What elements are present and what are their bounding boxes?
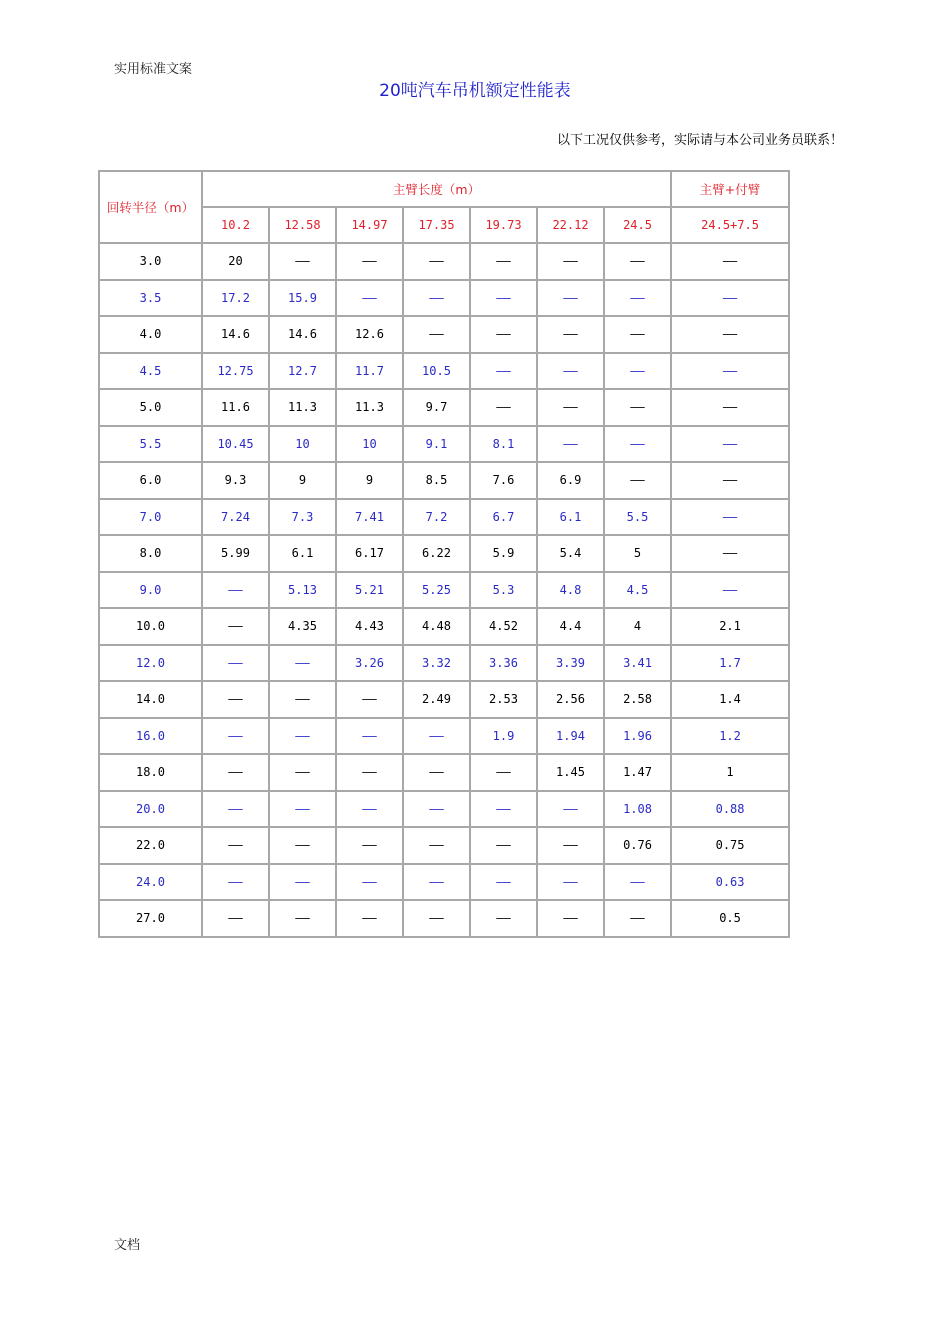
load-cell: 5.5 — [604, 499, 671, 536]
load-cell: 6.9 — [537, 462, 604, 499]
load-cell: 1 — [671, 754, 789, 791]
load-cell: 14.6 — [269, 316, 336, 353]
load-cell: —— — [671, 499, 789, 536]
load-cell: —— — [202, 681, 269, 718]
load-cell: —— — [604, 900, 671, 937]
load-cell: —— — [403, 791, 470, 828]
load-cell: —— — [537, 389, 604, 426]
load-cell: 1.96 — [604, 718, 671, 755]
load-cell: 17.2 — [202, 280, 269, 317]
load-cell: 7.41 — [336, 499, 403, 536]
table-row — [99, 499, 789, 536]
load-cell: —— — [202, 718, 269, 755]
load-cell: 9.7 — [403, 389, 470, 426]
load-cell: 15.9 — [269, 280, 336, 317]
load-cell: 0.63 — [671, 864, 789, 901]
load-cell: —— — [604, 462, 671, 499]
radius-cell: 24.0 — [99, 864, 202, 901]
radius-cell: 20.0 — [99, 791, 202, 828]
load-cell: 1.47 — [604, 754, 671, 791]
load-cell: —— — [604, 864, 671, 901]
load-cell: —— — [202, 645, 269, 682]
load-cell: 3.36 — [470, 645, 537, 682]
load-cell: —— — [269, 864, 336, 901]
radius-cell: 22.0 — [99, 827, 202, 864]
load-cell: 4.52 — [470, 608, 537, 645]
table-row — [99, 572, 789, 609]
load-cell: —— — [403, 900, 470, 937]
load-cell: 7.2 — [403, 499, 470, 536]
radius-cell: 6.0 — [99, 462, 202, 499]
load-cell: —— — [537, 243, 604, 280]
page-header-text: 实用标准文案 — [114, 62, 193, 77]
load-cell: —— — [537, 791, 604, 828]
load-cell: 0.5 — [671, 900, 789, 937]
page-footer-text: 文档 — [114, 1238, 141, 1253]
boom-length-cell: 17.35 — [403, 207, 470, 243]
load-cell: —— — [403, 316, 470, 353]
load-cell: 6.1 — [269, 535, 336, 572]
load-cell: 2.56 — [537, 681, 604, 718]
load-cell: —— — [470, 389, 537, 426]
radius-cell: 14.0 — [99, 681, 202, 718]
load-cell: 4.4 — [537, 608, 604, 645]
load-cell: —— — [671, 389, 789, 426]
table-row — [99, 243, 789, 280]
radius-cell: 18.0 — [99, 754, 202, 791]
load-cell: 5.9 — [470, 535, 537, 572]
load-cell: 10.5 — [403, 353, 470, 390]
table-row — [99, 426, 789, 463]
aux-boom-header: 主臂+付臂 — [671, 171, 789, 207]
boom-length-cell: 24.5 — [604, 207, 671, 243]
load-cell: 14.6 — [202, 316, 269, 353]
load-cell: —— — [403, 864, 470, 901]
load-cell: —— — [604, 280, 671, 317]
load-cell: —— — [537, 280, 604, 317]
load-cell: 9 — [336, 462, 403, 499]
load-cell: 11.3 — [269, 389, 336, 426]
load-cell: 9.1 — [403, 426, 470, 463]
load-cell: 1.45 — [537, 754, 604, 791]
load-cell: 5.25 — [403, 572, 470, 609]
load-cell: —— — [537, 900, 604, 937]
load-cell: —— — [671, 243, 789, 280]
load-cell: —— — [604, 243, 671, 280]
load-cell: 3.41 — [604, 645, 671, 682]
load-cell: —— — [202, 608, 269, 645]
load-cell: —— — [604, 426, 671, 463]
load-cell: —— — [202, 572, 269, 609]
load-cell: —— — [336, 754, 403, 791]
page-title: 20吨汽车吊机额定性能表 — [379, 81, 571, 101]
table-row — [99, 900, 789, 937]
disclaimer-note: 以下工况仅供参考，实际请与本公司业务员联系！ — [556, 133, 843, 148]
load-cell: 3.39 — [537, 645, 604, 682]
radius-cell: 3.0 — [99, 243, 202, 280]
load-cell: 12.75 — [202, 353, 269, 390]
load-cell: 5.99 — [202, 535, 269, 572]
load-cell: —— — [269, 900, 336, 937]
table-row — [99, 754, 789, 791]
load-cell: —— — [470, 353, 537, 390]
radius-cell: 4.5 — [99, 353, 202, 390]
radius-cell: 12.0 — [99, 645, 202, 682]
table-header-row — [99, 171, 789, 207]
load-cell: —— — [336, 827, 403, 864]
load-cell: 11.6 — [202, 389, 269, 426]
table-row — [99, 645, 789, 682]
load-cell: —— — [336, 718, 403, 755]
load-cell: 8.5 — [403, 462, 470, 499]
load-cell: —— — [537, 426, 604, 463]
load-cell: 8.1 — [470, 426, 537, 463]
load-cell: —— — [604, 316, 671, 353]
load-cell: 0.75 — [671, 827, 789, 864]
load-cell: 7.3 — [269, 499, 336, 536]
table-row — [99, 316, 789, 353]
load-cell: —— — [269, 827, 336, 864]
load-cell: 1.94 — [537, 718, 604, 755]
load-cell: —— — [269, 681, 336, 718]
table-row — [99, 462, 789, 499]
table-row — [99, 280, 789, 317]
load-cell: 10.45 — [202, 426, 269, 463]
radius-cell: 27.0 — [99, 900, 202, 937]
radius-header: 回转半径（m） — [99, 171, 202, 243]
load-cell: 4.5 — [604, 572, 671, 609]
load-cell: —— — [604, 389, 671, 426]
load-cell: —— — [671, 572, 789, 609]
load-cell: —— — [470, 900, 537, 937]
load-cell: —— — [470, 864, 537, 901]
load-cell: —— — [470, 280, 537, 317]
load-cell: 12.7 — [269, 353, 336, 390]
load-cell: —— — [336, 900, 403, 937]
load-cell: —— — [470, 754, 537, 791]
load-cell: 9 — [269, 462, 336, 499]
load-cell: 1.9 — [470, 718, 537, 755]
table-row — [99, 791, 789, 828]
load-cell: —— — [671, 426, 789, 463]
load-cell: —— — [537, 316, 604, 353]
load-cell: —— — [202, 791, 269, 828]
radius-cell: 5.0 — [99, 389, 202, 426]
load-cell: —— — [202, 864, 269, 901]
load-cell: 10 — [269, 426, 336, 463]
load-cell: —— — [470, 827, 537, 864]
load-cell: 12.6 — [336, 316, 403, 353]
performance-table — [98, 170, 790, 938]
table-row — [99, 864, 789, 901]
table-row — [99, 353, 789, 390]
table-row — [99, 608, 789, 645]
load-cell: 4.48 — [403, 608, 470, 645]
load-cell: —— — [537, 353, 604, 390]
load-cell: —— — [403, 280, 470, 317]
load-cell: —— — [336, 791, 403, 828]
load-cell: 6.7 — [470, 499, 537, 536]
load-cell: —— — [671, 316, 789, 353]
radius-cell: 9.0 — [99, 572, 202, 609]
load-cell: —— — [336, 280, 403, 317]
load-cell: 3.32 — [403, 645, 470, 682]
load-cell: 6.22 — [403, 535, 470, 572]
load-cell: 1.7 — [671, 645, 789, 682]
table-row — [99, 389, 789, 426]
load-cell: 1.2 — [671, 718, 789, 755]
boom-length-cell: 22.12 — [537, 207, 604, 243]
load-cell: —— — [269, 243, 336, 280]
load-cell: 5 — [604, 535, 671, 572]
load-cell: 7.6 — [470, 462, 537, 499]
load-cell: —— — [336, 864, 403, 901]
radius-cell: 7.0 — [99, 499, 202, 536]
load-cell: —— — [403, 827, 470, 864]
radius-cell: 4.0 — [99, 316, 202, 353]
load-cell: 5.21 — [336, 572, 403, 609]
load-cell: 2.1 — [671, 608, 789, 645]
load-cell: —— — [269, 791, 336, 828]
load-cell: 7.24 — [202, 499, 269, 536]
load-cell: 1.4 — [671, 681, 789, 718]
load-cell: —— — [470, 791, 537, 828]
load-cell: 6.17 — [336, 535, 403, 572]
load-cell: —— — [202, 827, 269, 864]
radius-cell: 10.0 — [99, 608, 202, 645]
load-cell: 5.3 — [470, 572, 537, 609]
table-row — [99, 827, 789, 864]
radius-cell: 5.5 — [99, 426, 202, 463]
load-cell: —— — [403, 754, 470, 791]
load-cell: —— — [336, 243, 403, 280]
load-cell: —— — [470, 243, 537, 280]
boom-length-cell: 19.73 — [470, 207, 537, 243]
table-row — [99, 535, 789, 572]
load-cell: 3.26 — [336, 645, 403, 682]
boom-length-row — [99, 207, 789, 243]
load-cell: 11.7 — [336, 353, 403, 390]
load-cell: —— — [269, 645, 336, 682]
load-cell: 2.58 — [604, 681, 671, 718]
table-row — [99, 718, 789, 755]
radius-cell: 8.0 — [99, 535, 202, 572]
load-cell: 4.8 — [537, 572, 604, 609]
load-cell: —— — [671, 535, 789, 572]
radius-cell: 3.5 — [99, 280, 202, 317]
boom-length-cell: 14.97 — [336, 207, 403, 243]
load-cell: —— — [537, 864, 604, 901]
load-cell: 9.3 — [202, 462, 269, 499]
load-cell: —— — [537, 827, 604, 864]
table-row — [99, 681, 789, 718]
load-cell: —— — [403, 718, 470, 755]
load-cell: 0.88 — [671, 791, 789, 828]
load-cell: 11.3 — [336, 389, 403, 426]
boom-length-cell: 10.2 — [202, 207, 269, 243]
load-cell: 4.35 — [269, 608, 336, 645]
load-cell: —— — [470, 316, 537, 353]
load-cell: —— — [202, 754, 269, 791]
load-cell: 0.76 — [604, 827, 671, 864]
boom-length-cell: 12.58 — [269, 207, 336, 243]
main-boom-header: 主臂长度（m） — [202, 171, 671, 207]
radius-cell: 16.0 — [99, 718, 202, 755]
load-cell: —— — [403, 243, 470, 280]
load-cell: —— — [604, 353, 671, 390]
load-cell: —— — [671, 280, 789, 317]
load-cell: 5.13 — [269, 572, 336, 609]
load-cell: 2.49 — [403, 681, 470, 718]
load-cell: 20 — [202, 243, 269, 280]
load-cell: —— — [671, 462, 789, 499]
load-cell: 1.08 — [604, 791, 671, 828]
load-cell: —— — [671, 353, 789, 390]
load-cell: 5.4 — [537, 535, 604, 572]
load-cell: 2.53 — [470, 681, 537, 718]
load-cell: 10 — [336, 426, 403, 463]
load-cell: —— — [202, 900, 269, 937]
load-cell: 4.43 — [336, 608, 403, 645]
load-cell: 4 — [604, 608, 671, 645]
load-cell: —— — [269, 718, 336, 755]
load-cell: —— — [269, 754, 336, 791]
load-cell: —— — [336, 681, 403, 718]
load-cell: 6.1 — [537, 499, 604, 536]
aux-length-cell: 24.5+7.5 — [671, 207, 789, 243]
